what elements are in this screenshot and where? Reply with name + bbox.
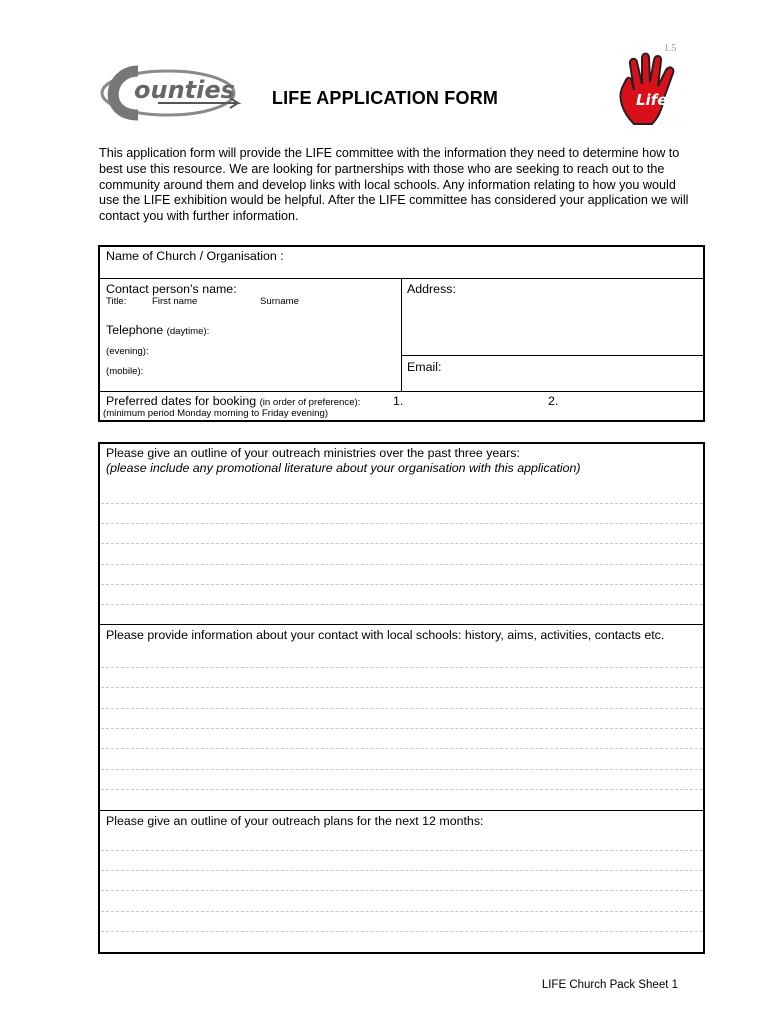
answer-line[interactable] [101,584,703,585]
answer-line[interactable] [101,769,703,770]
answer-line[interactable] [101,503,703,504]
answer-line[interactable] [101,604,703,605]
answer-line[interactable] [101,748,703,749]
answer-line[interactable] [101,564,703,565]
answer-line[interactable] [101,850,703,851]
schools-question: Please provide information about your contact with local schools: history, aims, activities, contacts etc. [106,628,665,642]
intro-paragraph: This application form will provide the LIFE committee with the information they need to determine how to best use this resource. We are looking for partnerships with those who are seeking to reach out to the community around them and develop links with local schools. Any information relating to how you would use the LIFE exhibition would be helpful. After the LIFE committee has considered your application we will contact you with further information. [99,146,689,224]
questions-box [98,442,705,954]
answer-line[interactable] [101,870,703,871]
date-choice-2-field[interactable]: 2. [548,394,559,408]
answer-line[interactable] [101,931,703,932]
divider [99,391,704,392]
answer-line[interactable] [101,789,703,790]
divider [401,279,402,391]
answer-line[interactable] [101,523,703,524]
telephone-label-text: Telephone [106,323,164,337]
answer-line[interactable] [101,890,703,891]
answer-line[interactable] [101,911,703,912]
footer-sheet-label: LIFE Church Pack Sheet 1 [541,979,678,991]
answer-line[interactable] [101,708,703,709]
title-field[interactable]: Title: [106,296,127,307]
answer-line[interactable] [101,543,703,544]
divider [99,810,704,811]
outreach-question: Please give an outline of your outreach ministries over the past three years: [106,446,520,460]
address-field[interactable]: Address: [407,282,456,296]
email-field[interactable]: Email: [407,360,442,374]
plans-question: Please give an outline of your outreach plans for the next 12 months: [106,814,484,828]
evening-phone-field[interactable]: (evening): [106,346,149,357]
divider [401,355,704,356]
daytime-phone-field[interactable]: (daytime): [166,326,210,337]
preferred-dates-label [106,394,360,408]
page-number: 1.5 [664,43,677,54]
church-name-field[interactable]: Name of Church / Organisation : [106,249,284,263]
preferred-dates-text: Preferred dates for booking [106,394,257,408]
surname-field[interactable]: Surname [260,296,299,307]
minimum-period-note: (minimum period Monday morning to Friday evening) [103,408,329,419]
answer-line[interactable] [101,667,703,668]
preferred-dates-note: (in order of preference): [259,397,361,408]
life-hand-logo [612,50,690,130]
divider [99,624,704,625]
answer-line[interactable] [101,687,703,688]
first-name-field[interactable]: First name [152,296,198,307]
mobile-phone-field[interactable]: (mobile): [106,366,144,377]
date-choice-1-field[interactable]: 1. [393,394,404,408]
telephone-label [106,323,209,337]
svg-text:Life: Life [636,91,668,109]
svg-text:ounties: ounties [134,76,235,104]
page-title: LIFE APPLICATION FORM [271,88,499,108]
outreach-note: (please include any promotional literature about your organisation with this application) [106,461,581,475]
answer-line[interactable] [101,728,703,729]
contact-person-label: Contact person’s name: [106,282,237,296]
